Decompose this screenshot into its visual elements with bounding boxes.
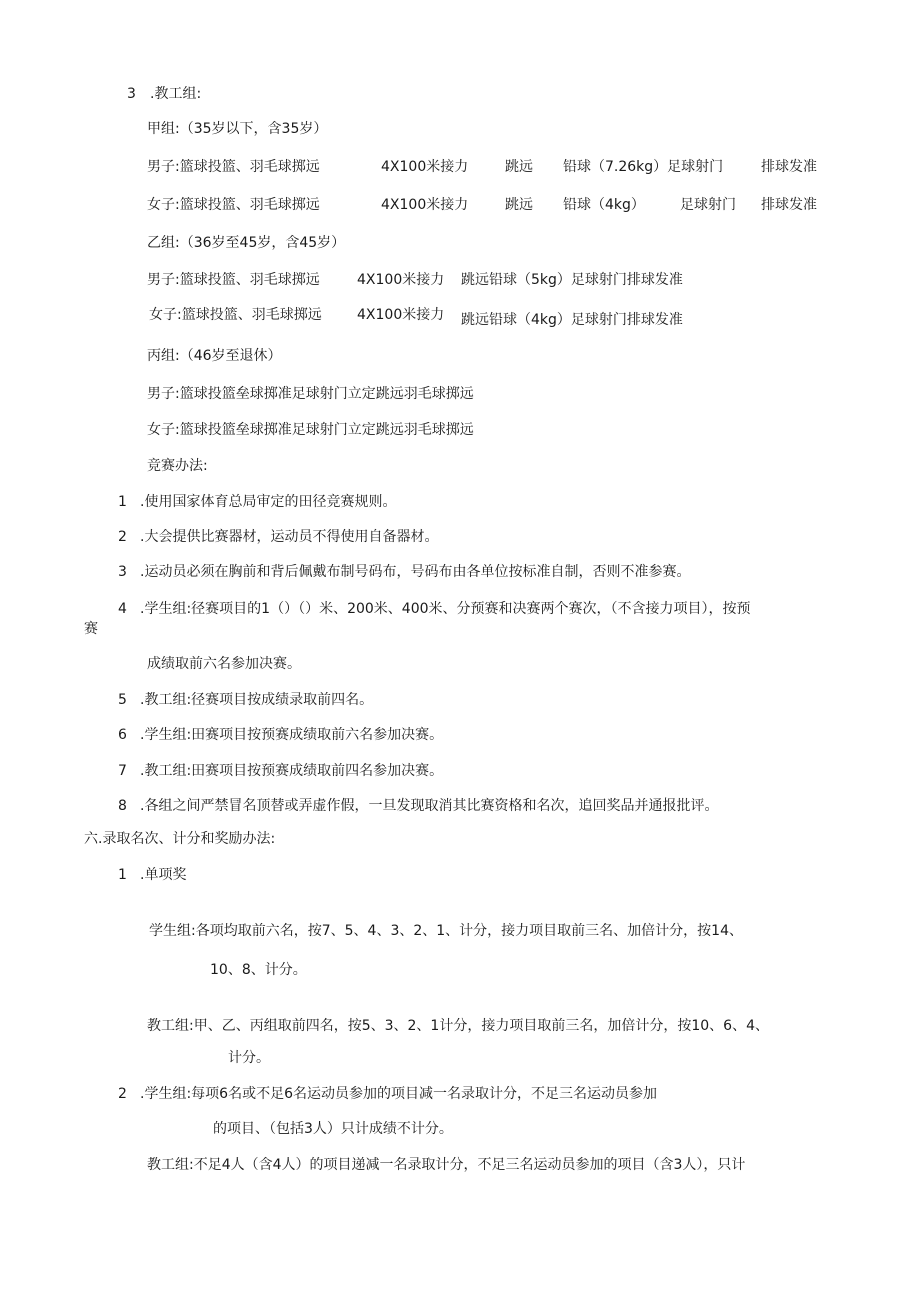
rule-number: 4 [118, 601, 127, 617]
group-a-men-relay: 4X100米接力 [381, 159, 469, 175]
group-a-women-label: 女子:篮球投篮、羽毛球掷远 [147, 197, 320, 213]
group-b-women-label: 女子:篮球投篮、羽毛球掷远 [149, 307, 322, 323]
group-a-women-relay: 4X100米接力 [381, 197, 469, 213]
group-c-women: 女子:篮球投篮垒球掷准足球射门立定跳远羽毛球掷远 [147, 422, 474, 438]
rule-text-wrap: 赛 [84, 621, 98, 637]
student-reduction-line-1: .学生组:每项6名或不足6名运动员参加的项目减一名录取计分，不足三名运动员参加 [140, 1086, 657, 1102]
award-number: 1 [118, 867, 127, 883]
award-number: 2 [118, 1086, 127, 1102]
group-b-title: 乙组:（36岁至45岁，含45岁） [147, 235, 346, 251]
group-a-men-shot: 铅球（7.26kg）足球射门 [563, 159, 724, 175]
award-title: .单项奖 [140, 867, 187, 883]
rule-text: .各组之间严禁冒名顶替或弄虚作假，一旦发现取消其比赛资格和名次，追回奖品并通报批评。 [140, 798, 719, 814]
student-scoring-line-2: 10、8、计分。 [210, 962, 307, 978]
group-a-women-soccer: 足球射门 [680, 197, 736, 213]
group-a-men-jump: 跳远 [505, 159, 533, 175]
staff-scoring-line-2: 计分。 [228, 1050, 270, 1066]
section-3-heading: .教工组: [150, 86, 202, 102]
rule-text: .学生组:田赛项目按预赛成绩取前六名参加决赛。 [140, 727, 444, 743]
group-b-men-label: 男子:篮球投篮、羽毛球掷远 [147, 272, 320, 288]
rule-number: 7 [118, 763, 127, 779]
rule-text: .教工组:田赛项目按预赛成绩取前四名参加决赛。 [140, 763, 444, 779]
rules-heading: 竞赛办法: [147, 458, 208, 474]
group-a-title: 甲组:（35岁以下，含35岁） [147, 121, 328, 137]
group-b-women-rest: 跳远铅球（4kg）足球射门排球发准 [461, 312, 683, 328]
rule-number: 5 [118, 692, 127, 708]
group-b-men-relay: 4X100米接力 [357, 272, 445, 288]
rule-number: 1 [118, 494, 127, 510]
rule-text: .学生组:径赛项目的1（）（）米、200米、400米、分预赛和决赛两个赛次，（不含接力项目），按预 [140, 601, 751, 617]
rule-number: 2 [118, 529, 127, 545]
rule-text: .使用国家体育总局审定的田径竞赛规则。 [140, 494, 397, 510]
rule-number: 8 [118, 798, 127, 814]
group-a-women-shot: 铅球（4kg） [563, 197, 645, 213]
staff-scoring-line-1: 教工组:甲、乙、丙组取前四名，按5、3、2、1计分，接力项目取前三名，加倍计分，按10、6、4、 [147, 1018, 769, 1034]
student-reduction-line-2: 的项目、（包括3人）只计成绩不计分。 [213, 1121, 453, 1137]
student-scoring-line-1: 学生组:各项均取前六名，按7、5、4、3、2、1、计分，接力项目取前三名、加倍计分，按14、 [149, 923, 743, 939]
staff-reduction-line-1: 教工组:不足4人（含4人）的项目递减一名录取计分，不足三名运动员参加的项目（含3人），只计 [147, 1157, 746, 1173]
group-a-women-volley: 排球发准 [761, 197, 817, 213]
group-a-women-jump: 跳远 [505, 197, 533, 213]
rule-text: .教工组:径赛项目按成绩录取前四名。 [140, 692, 374, 708]
rule-number: 6 [118, 727, 127, 743]
group-c-men: 男子:篮球投篮垒球掷准足球射门立定跳远羽毛球掷远 [147, 386, 474, 402]
rule-text-continuation: 成绩取前六名参加决赛。 [147, 656, 301, 672]
group-a-men-label: 男子:篮球投篮、羽毛球掷远 [147, 159, 320, 175]
rule-text: .运动员必须在胸前和背后佩戴布制号码布，号码布由各单位按标准自制，否则不准参赛。 [140, 564, 691, 580]
rule-number: 3 [118, 564, 127, 580]
group-b-men-rest: 跳远铅球（5kg）足球射门排球发准 [461, 272, 683, 288]
group-a-men-volley: 排球发准 [761, 159, 817, 175]
section-6-heading: 六.录取名次、计分和奖励办法: [84, 831, 276, 847]
section-3-number: 3 [127, 86, 136, 102]
group-c-title: 丙组:（46岁至退休） [147, 348, 282, 364]
group-b-women-relay: 4X100米接力 [357, 307, 445, 323]
rule-text: .大会提供比赛器材，运动员不得使用自备器材。 [140, 529, 439, 545]
